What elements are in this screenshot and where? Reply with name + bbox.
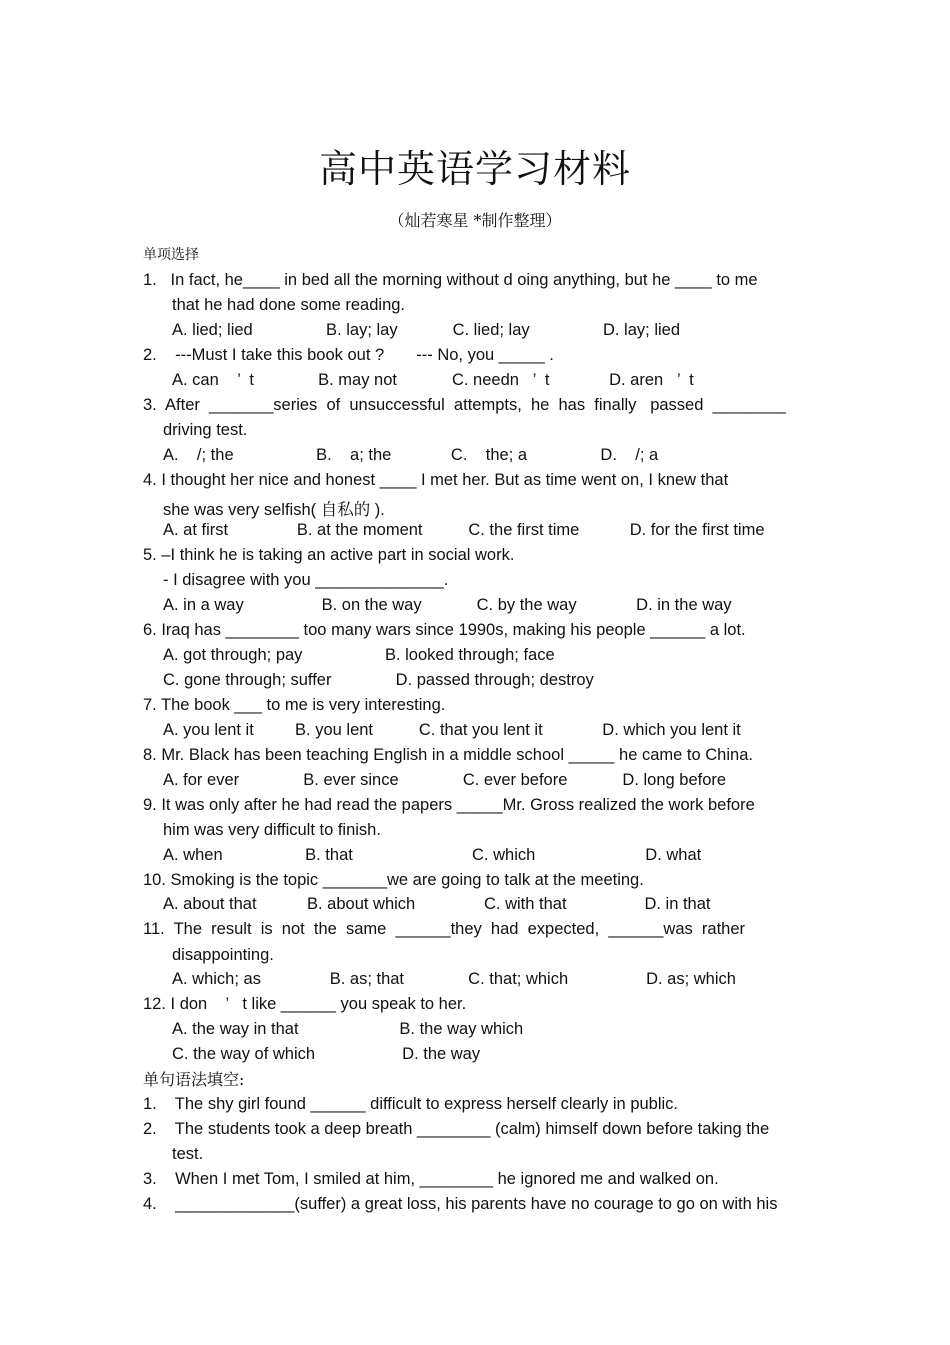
question-line: 10. Smoking is the topic _______we are going to talk at the meeting. <box>143 871 644 889</box>
options-line: A. lied; lied B. lay; lay C. lied; lay D. lay; lied <box>172 321 681 339</box>
question-line: driving test. <box>163 421 248 439</box>
options-line: C. gone through; suffer D. passed through; destroy <box>163 671 594 689</box>
question-line: 7. The book ___ to me is very interesting. <box>143 696 446 714</box>
options-line: C. the way of which D. the way <box>172 1045 481 1063</box>
section-heading-grammar-fill: 单句语法填空: <box>143 1070 245 1089</box>
question-line: 12. I don ’ t like ______ you speak to her. <box>143 995 467 1013</box>
options-line: A. can ’ t B. may not C. needn ’ t D. aren ’ t <box>172 371 694 389</box>
question-line: 6. Iraq has ________ too many wars since 1990s, making his people ______ a lot. <box>143 621 746 639</box>
options-line: A. you lent it B. you lent C. that you lent it D. which you lent it <box>163 721 741 739</box>
options-line: A. at first B. at the moment C. the first time D. for the first time <box>163 521 765 539</box>
question-line: she was very selfish( 自私的 ). <box>163 501 385 519</box>
fill-blank-line: 1. The shy girl found ______ difficult to express herself clearly in public. <box>143 1095 679 1113</box>
question-line: 4. I thought her nice and honest ____ I met her. But as time went on, I knew that <box>143 471 729 489</box>
question-line: that he had done some reading. <box>172 296 406 314</box>
page-subtitle: （灿若寒星 *制作整理） <box>388 211 562 230</box>
question-line: him was very difficult to finish. <box>163 821 381 839</box>
fill-blank-line: test. <box>172 1145 204 1163</box>
question-line: 3. After _______series of unsuccessful attempts, he has finally passed ________ <box>143 396 786 414</box>
options-line: A. got through; pay B. looked through; face <box>163 646 555 664</box>
options-line: A. when B. that C. which D. what <box>163 846 702 864</box>
page-title: 高中英语学习材料 <box>318 147 631 191</box>
question-line: 9. It was only after he had read the papers _____Mr. Gross realized the work before <box>143 796 755 814</box>
question-line: 2. ---Must I take this book out ? --- No, you _____ . <box>143 346 554 364</box>
options-line: A. in a way B. on the way C. by the way D. in the way <box>163 596 732 614</box>
options-line: A. the way in that B. the way which <box>172 1020 524 1038</box>
question-line: 11. The result is not the same ______they had expected, ______was rather <box>143 920 746 938</box>
options-line: A. about that B. about which C. with that D. in that <box>163 895 711 913</box>
fill-blank-line: 3. When I met Tom, I smiled at him, ________ he ignored me and walked on. <box>143 1170 719 1188</box>
question-line: 5. –I think he is taking an active part in social work. <box>143 546 515 564</box>
fill-blank-line: 2. The students took a deep breath ________ (calm) himself down before taking the <box>143 1120 770 1138</box>
question-line: 1. In fact, he____ in bed all the morning without d oing anything, but he ____ to me <box>143 271 758 289</box>
options-line: A. which; as B. as; that C. that; which D. as; which <box>172 970 736 988</box>
options-line: A. for ever B. ever since C. ever before D. long before <box>163 771 727 789</box>
section-heading-multiple-choice: 单项选择 <box>143 247 199 263</box>
fill-blank-line: 4. _____________(suffer) a great loss, his parents have no courage to go on with his <box>143 1195 778 1213</box>
question-line: disappointing. <box>172 946 274 964</box>
question-line: - I disagree with you ______________. <box>163 571 449 589</box>
question-line: 8. Mr. Black has been teaching English in a middle school _____ he came to China. <box>143 746 753 764</box>
options-line: A. /; the B. a; the C. the; a D. /; a <box>163 446 659 464</box>
